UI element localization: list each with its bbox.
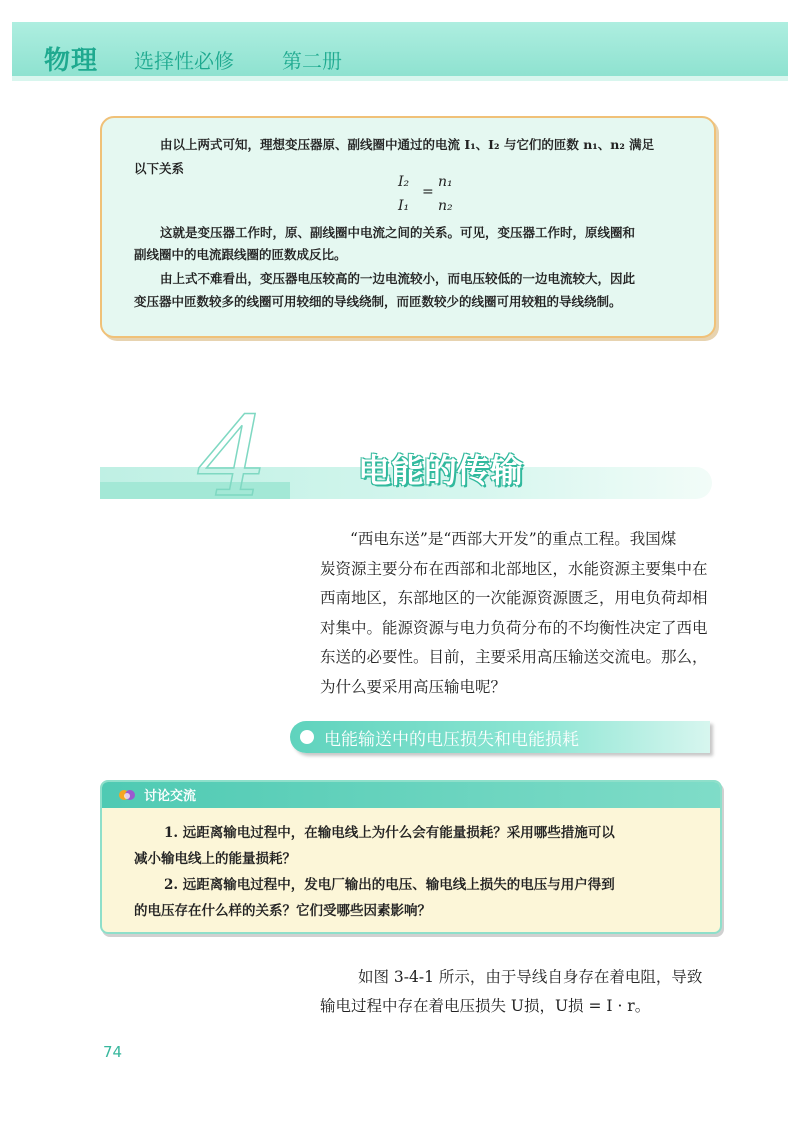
discussion-question-1b: 减小输电线上的能量损耗？ <box>134 851 296 867</box>
formula-equals: = <box>422 184 434 200</box>
page-header <box>12 22 788 81</box>
bullet-dot-icon <box>300 730 314 744</box>
note-paragraph-1b: 以下关系 <box>134 161 185 176</box>
body-line: 如图 3-4-1 所示，由于导线自身存在着电阻，导致 <box>358 968 703 986</box>
intro-paragraph <box>320 525 718 702</box>
discussion-question-2b: 的电压存在什么样的关系？它们受哪些因素影响？ <box>134 903 431 919</box>
intro-line: 对集中。能源资源与电力负荷分布的不均衡性决定了西电 <box>320 618 708 637</box>
note-paragraph-1a: 由以上两式可知，理想变压器原、副线圈中通过的电流 I₁、I₂ 与它们的匝数 n₁、n₂ 满足 <box>160 137 655 152</box>
intro-line: 为什么要采用高压输电呢？ <box>320 677 507 696</box>
discussion-header <box>102 782 720 808</box>
header-book: 选择性必修 <box>134 49 234 73</box>
body-line: 输电过程中存在着电压损失 U损，U损 = I · r。 <box>320 997 651 1015</box>
discussion-box <box>100 780 722 934</box>
formula-right-denominator: n₂ <box>438 198 453 214</box>
current-ratio-formula <box>392 174 452 224</box>
note-paragraph-2a: 这就是变压器工作时，原、副线圈中电流之间的关系。可见，变压器工作时，原线圈和 <box>160 225 636 240</box>
subheading-text: 电能输送中的电压损失和电能损耗 <box>324 730 579 750</box>
intro-line: 东送的必要性。目前，主要采用高压输送交流电。那么， <box>320 648 708 666</box>
intro-line: 西南地区，东部地区的一次能源资源匮乏，用电负荷却相 <box>320 589 708 607</box>
intro-line: 炭资源主要分布在西部和北部地区，水能资源主要集中在 <box>320 559 708 578</box>
note-paragraph-3b: 变压器中匝数较多的线圈可用较细的导线绕制，而匝数较少的线圈可用较粗的导线绕制。 <box>134 294 622 309</box>
subheading-bar <box>290 721 710 753</box>
header-subject: 物理 <box>44 46 99 76</box>
formula-right-numerator: n₁ <box>438 174 453 190</box>
page-number: 74 <box>103 1043 123 1061</box>
formula-denominator: I₁ <box>398 198 410 214</box>
section-title: 电能的传输 <box>358 451 523 490</box>
note-box <box>100 116 716 338</box>
discussion-question-1a: 1. 远距离输电过程中，在输电线上为什么会有能量损耗？采用哪些措施可以 <box>164 825 615 841</box>
header-volume: 第二册 <box>282 49 342 73</box>
section-number: 4 <box>198 393 268 521</box>
note-paragraph-3a: 由上式不难看出，变压器电压较高的一边电流较小，而电压较低的一边电流较大，因此 <box>160 271 636 286</box>
body-paragraph <box>320 963 720 1021</box>
formula-numerator: I₂ <box>398 174 410 190</box>
intro-line: “西电东送”是“西部大开发”的重点工程。我国煤 <box>350 530 677 548</box>
discussion-icon <box>118 787 136 803</box>
discussion-question-2a: 2. 远距离输电过程中，发电厂输出的电压、输电线上损失的电压与用户得到 <box>164 877 615 893</box>
note-paragraph-2b: 副线圈中的电流跟线圈的匝数成反比。 <box>134 247 347 262</box>
discussion-title: 讨论交流 <box>144 789 197 804</box>
